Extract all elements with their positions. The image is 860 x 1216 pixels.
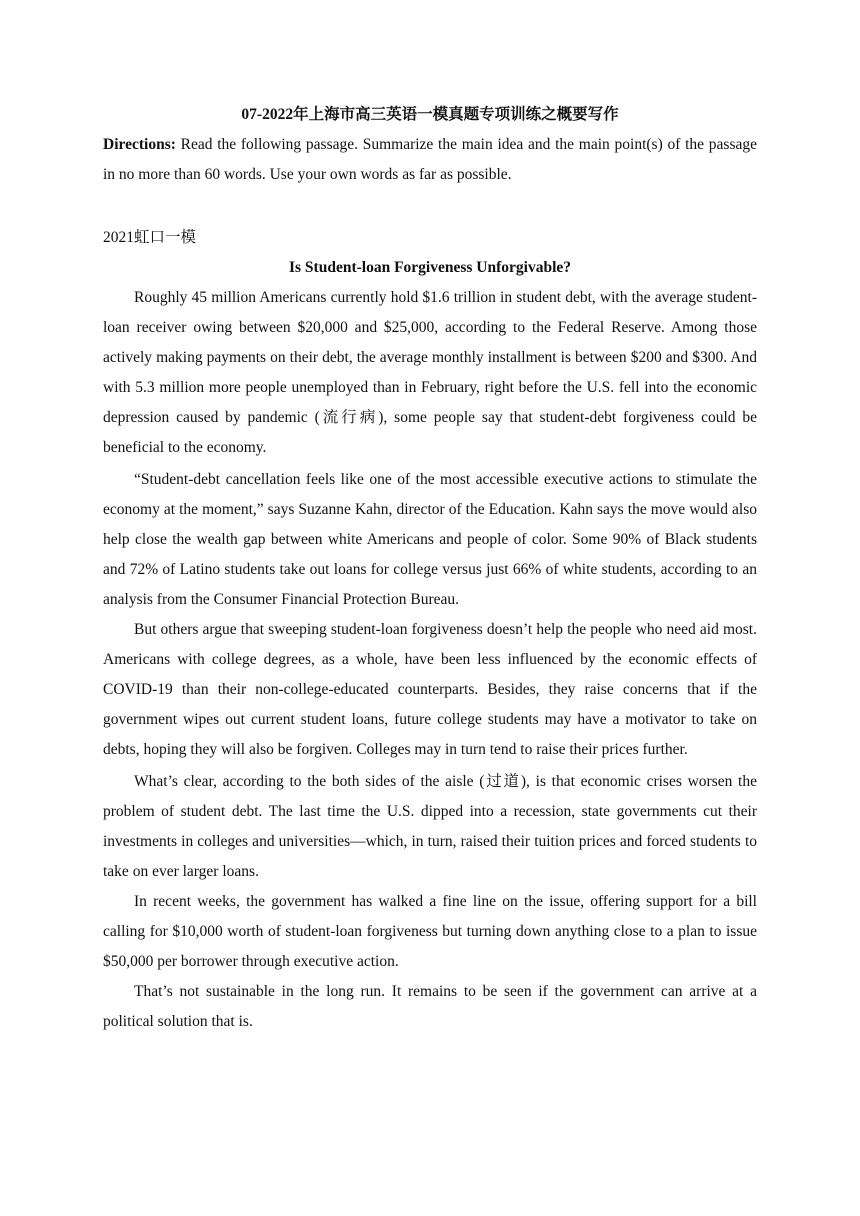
paragraph-3: But others argue that sweeping student-loan forgiveness doesn’t help the people who need aid most. Americans with college degrees, as a whole, have been less influenced by the economic effects of COVID-19 than their non-college-educated counterparts. Besides, they raise concerns that if the government wipes out current student loans, future college students may have a motivator to take on debts, hoping they will also be forgiven. Colleges may in turn tend to raise their prices further. (103, 621, 757, 758)
source-label: 2021虹口一模 (103, 229, 197, 246)
passage-title: Is Student-loan Forgiveness Unforgivable? (288, 259, 572, 276)
paragraph-6: That’s not sustainable in the long run. It remains to be seen if the government can arrive at a political solution that is. (103, 983, 757, 1030)
paragraph-1: Roughly 45 million Americans currently hold $1.6 trillion in student debt, with the average student-loan receiver owing between $20,000 and $25,000, according to the Federal Reserve. Among those actively making payments on their debt, the average monthly installment is between $200 and $300. And with 5.3 million more people unemployed than in February, right before the U.S. fell into the economic depression caused by pandemic (流行病), some people say that student-debt forgiveness could be beneficial to the economy. (103, 289, 757, 456)
directions-text: Read the following passage. Summarize the main idea and the main point(s) of the passage in no more than 60 words. Use your own words as far as possible. (103, 136, 757, 183)
directions-label: Directions: (103, 136, 176, 153)
paragraph-5: In recent weeks, the government has walked a fine line on the issue, offering support for a bill calling for $10,000 worth of student-loan forgiveness but turning down anything close to a plan to issue $50,000 per borrower through executive action. (103, 893, 757, 970)
paragraph-2: “Student-debt cancellation feels like one of the most accessible executive actions to stimulate the economy at the moment,” says Suzanne Kahn, director of the Education. Kahn says the move would also help close the wealth gap between white Americans and people of color. Some 90% of Black students and 72% of Latino students take out loans for college versus just 66% of white students, according to an analysis from the Consumer Financial Protection Bureau. (103, 471, 757, 608)
document-page (103, 100, 757, 1037)
paragraph-4: What’s clear, according to the both sides of the aisle (过道), is that economic crises worsen the problem of student debt. The last time the U.S. dipped into a recession, state governments cut their investments in colleges and universities—which, in turn, raised their tuition prices and forced students to take on ever larger loans. (103, 773, 757, 880)
document-title: 07-2022年上海市高三英语一模真题专项训练之概要写作 (241, 106, 619, 123)
directions (103, 130, 757, 190)
